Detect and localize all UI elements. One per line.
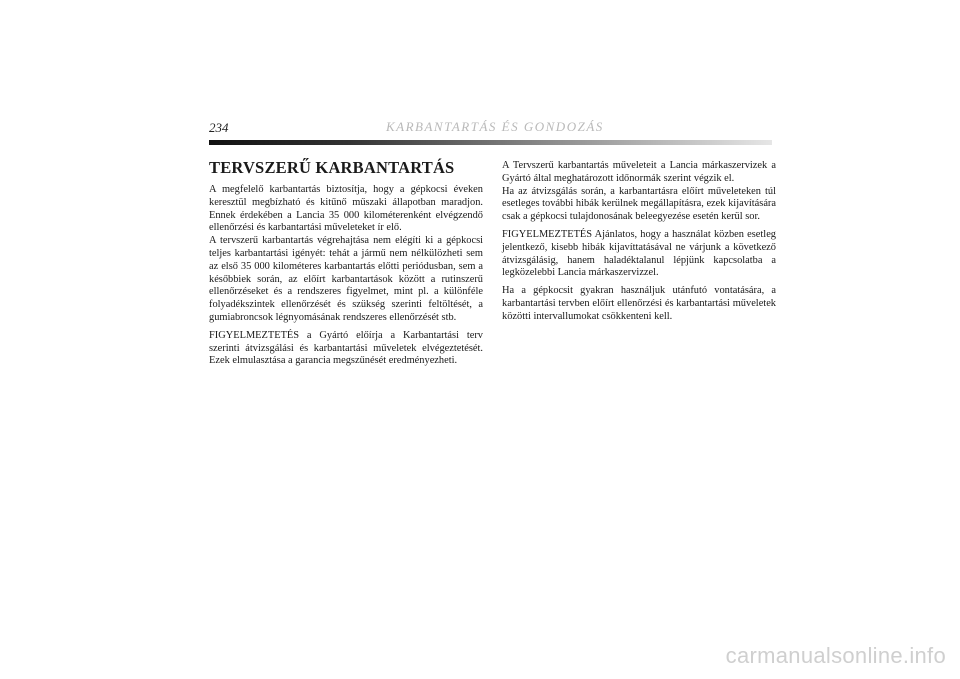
right-column [502,160,776,329]
left-column [209,158,483,373]
section-title: TERVSZERŰ KARBANTARTÁS [209,158,455,177]
paragraph: A tervszerű karbantartás végrehajtása nem elégíti ki a gépkocsi teljes karbantartási igényét: tehát a jármű nem nélkülözheti sem az első 35 000 kilométeres karbantartás előtti periódusban, sem a későbbiek során, az előírt karbantartások között a rutinszerű ellenőrzéseket és a rendszeres figyelmet, mint pl. a különféle folyadékszintek ellenőrzését és szükség szerinti feltöltését, a gumiabroncsok légnyomásának rendszeres ellenőrzését stb. [209,235,483,323]
paragraph: A megfelelő karbantartás biztosítja, hogy a gépkocsi éveken keresztül megbízható és kitűnő műszaki állapotban maradjon. Ennek érdekében a Lancia 35 000 kilométerenként elvégzendő ellenőrzési és karbantartási műveleteket ír elő. [209,184,483,234]
watermark: carmanualsonline.info [725,643,946,668]
warning-paragraph: FIGYELMEZTETÉS Ajánlatos, hogy a használat közben esetleg jelentkező, kisebb hibák kijavíttatásával ne várjunk a következő átvizsgálásig, hanem haladéktalanul lépjünk kapcsolatba a legközelebbi Lancia márkaszervizzel. [502,228,776,279]
header-divider [209,140,772,145]
paragraph: Ha az átvizsgálás során, a karbantartásra előírt műveleteken túl esetleges további hibák kerülnek megállapításra, ezek kijavítására csak a gépkocsi tulajdonosának beleegyezése esetén kerül sor. [502,185,776,223]
paragraph: A Tervszerű karbantartás műveleteit a Lancia márkaszervizek a Gyártó által meghatározott időnormák szerint végzik el. [502,160,776,184]
paragraph: Ha a gépkocsit gyakran használjuk utánfutó vontatására, a karbantartási tervben előírt ellenőrzési és karbantartási műveletek közötti intervallumokat csökkenteni kell. [502,285,776,322]
warning-paragraph: FIGYELMEZTETÉS a Gyártó előírja a Karbantartási terv szerinti átvizsgálási és karbantartási műveletek elvégeztetését. Ezek elmulasztása a garancia megszűnését eredményezheti. [209,329,483,367]
running-header-title: KARBANTARTÁS ÉS GONDOZÁS [386,119,604,134]
page-number: 234 [209,120,229,135]
